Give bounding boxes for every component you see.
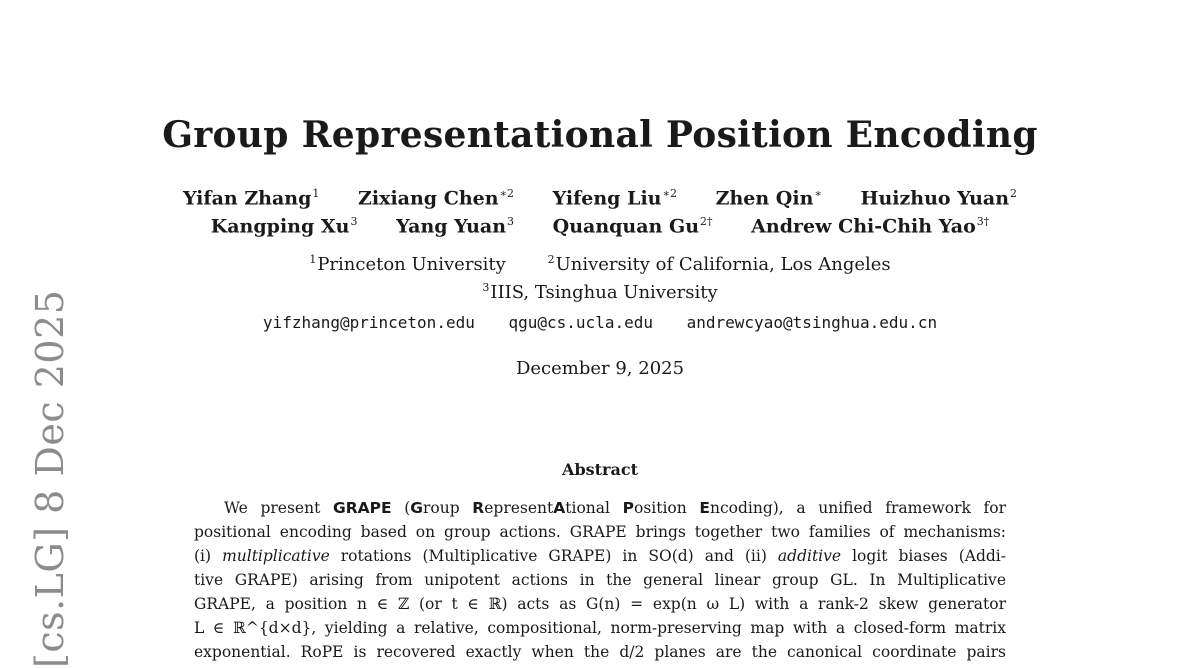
author-list-row-1 xyxy=(0,187,1200,209)
abstract-text: ( xyxy=(391,499,411,517)
abstract-line: L ∈ ℝ^{d×d}, yielding a relative, compositional, norm-preserving map with a closed-form matrix xyxy=(194,619,1006,637)
abstract-body xyxy=(194,496,1006,664)
affiliation-name: University of California, Los Angeles xyxy=(555,254,891,275)
email-address: andrewcyao@tsinghua.edu.cn xyxy=(686,313,938,332)
email-address: qgu@cs.ucla.edu xyxy=(508,313,653,332)
author xyxy=(183,187,319,209)
paper-title: Group Representational Position Encoding xyxy=(162,114,1038,156)
author xyxy=(396,215,514,237)
affiliation-mark: 2 xyxy=(547,253,555,266)
author-affil-mark: ∗2 xyxy=(499,187,515,200)
author-name: Zixiang Chen xyxy=(358,187,499,210)
author-list-row-2 xyxy=(0,215,1200,237)
affiliation-name: IIIS, Tsinghua University xyxy=(490,282,718,303)
author xyxy=(358,187,514,209)
arxiv-watermark: [cs.LG] 8 Dec 2025 xyxy=(28,289,72,668)
abstract-line xyxy=(194,496,1006,520)
author xyxy=(861,187,1018,209)
abstract-line: tive GRAPE) arising from unipotent actions in the general linear group GL. In Multiplicative xyxy=(194,571,1006,589)
author xyxy=(211,215,358,237)
email-address: yifzhang@princeton.edu xyxy=(262,313,475,332)
abstract-line: GRAPE, a position n ∈ ℤ (or t ∈ ℝ) acts as G(n) = exp(n ω L) with a rank-2 skew generator xyxy=(194,595,1006,613)
abstract-line xyxy=(194,544,1006,568)
abstract-text: ncoding), a unified framework for xyxy=(709,499,1007,517)
abstract-text: epresent xyxy=(484,499,554,517)
author-name: Andrew Chi-Chih Yao xyxy=(751,215,976,238)
author-affil-mark: 2 xyxy=(1010,187,1018,200)
abstract-heading: Abstract xyxy=(562,460,638,479)
author-name: Yang Yuan xyxy=(396,215,507,238)
abstract-text: tional xyxy=(565,499,623,517)
author-name: Yifeng Liu xyxy=(552,187,662,210)
abstract-line: positional encoding based on group actions. GRAPE brings together two families of mechanisms: xyxy=(194,523,1006,541)
author-affil-mark: 1 xyxy=(312,187,320,200)
abstract-text: rotations (Multiplicative GRAPE) in SO(d) and (ii) xyxy=(329,547,778,565)
grape-acronym: GRAPE xyxy=(332,499,392,517)
author-affil-mark: 3† xyxy=(976,215,990,228)
author-affil-mark: 2† xyxy=(700,215,713,228)
abstract-text: We present xyxy=(224,499,333,517)
affiliations-row-1 xyxy=(0,253,1200,275)
acronym-letter: A xyxy=(553,499,566,517)
abstract-text: logit biases (Addi- xyxy=(841,547,1006,565)
affiliation-mark: 1 xyxy=(309,253,317,266)
author-affil-mark: ∗2 xyxy=(662,187,677,200)
author-name: Yifan Zhang xyxy=(182,187,312,210)
author-name: Quanquan Gu xyxy=(552,215,700,238)
acronym-letter: R xyxy=(472,499,485,517)
author-name: Kangping Xu xyxy=(210,215,350,238)
author xyxy=(716,187,822,209)
affiliation-mark: 3 xyxy=(482,281,490,294)
author-affil-mark: 3 xyxy=(350,215,358,228)
affiliations-row-2 xyxy=(0,281,1200,303)
author-affil-mark: 3 xyxy=(507,215,515,228)
affiliation-name: Princeton University xyxy=(317,254,506,275)
affiliation xyxy=(482,281,717,303)
affiliation xyxy=(309,253,506,275)
author xyxy=(751,215,989,237)
affiliation xyxy=(548,253,891,275)
acronym-letter: G xyxy=(410,499,423,517)
emphasis-text: multiplicative xyxy=(222,547,330,565)
abstract-text: osition xyxy=(633,499,700,517)
abstract-line: exponential. RoPE is recovered exactly when the d/2 planes are the canonical coordinate pairs xyxy=(194,643,1006,661)
author xyxy=(553,215,713,237)
acronym-letter: E xyxy=(699,499,710,517)
emphasis-text: additive xyxy=(777,547,842,565)
abstract-text: roup xyxy=(423,499,473,517)
publication-date: December 9, 2025 xyxy=(515,358,685,379)
author xyxy=(553,187,677,209)
abstract-text: (i) xyxy=(194,547,223,565)
author-affil-mark: ∗ xyxy=(814,187,822,200)
author-emails xyxy=(0,313,1200,332)
author-name: Huizhuo Yuan xyxy=(860,187,1010,210)
acronym-letter: P xyxy=(622,499,634,517)
author-name: Zhen Qin xyxy=(715,187,814,210)
